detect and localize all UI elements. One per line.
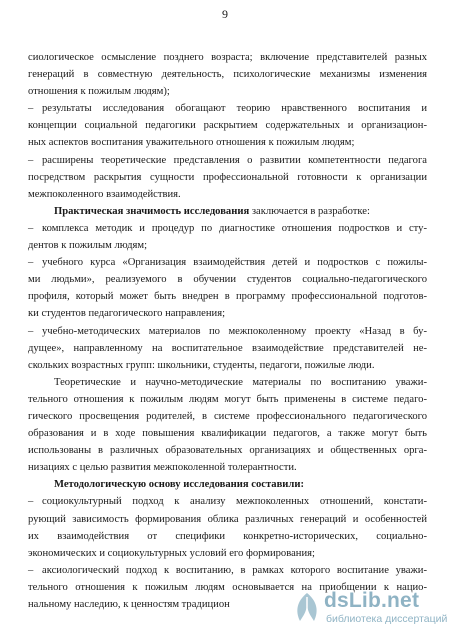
list-dash: – [28,496,34,508]
line-text: нальному наследию, к ценностям традицион [28,599,230,610]
text-line [28,203,427,220]
text-line [28,66,427,83]
document-body [28,49,427,613]
text-line [28,169,427,186]
line-text: учебного курса «Организация взаимодействия детей и подростков с пожилы- [42,257,427,269]
list-dash: – [28,257,34,269]
line-text: ных аспектов воспитания уважительного отношения к пожилым людям; [28,137,355,149]
text-line [28,134,427,151]
line-text: ми людьми», реализуемого в обучении студентов социально-педагогического [28,274,427,286]
line-text: дентов к пожилым людям; [28,240,148,252]
text-line [28,391,427,408]
watermark-title[interactable]: dsLib.net [324,589,420,612]
text-line [28,271,427,288]
line-text: учебно-методических материалов по межпоколенному проекту «Назад в бу- [42,325,427,337]
dslib-logo-icon [292,591,322,625]
section-heading: Практическая значимость исследования [54,205,250,217]
line-text: тельного отношения к пожилым людям основывается на приобщении к нацио- [28,581,427,593]
text-line [28,545,427,562]
line-text: использованы в различных образовательных организациях и общественных орга- [28,445,427,457]
text-line [28,117,427,134]
line-text: дущее», направленному на воспитательное взаимодействие представителей не- [28,342,427,354]
line-text: рующий зависимость формирования облика различных генераций и особенностей [28,513,427,525]
text-line [28,237,427,254]
line-text: генераций в совместную деятельность, психологические механизмы изменения [28,69,427,81]
line-text: комплекса методик и процедур по диагностике отношения подростков и сту- [42,222,427,234]
text-line [28,100,427,117]
line-text: экономических и социокультурных условий его формирования; [28,547,315,559]
text-line [28,374,427,391]
line-text: тельного отношения к пожилым людям могут быть применены в системе педаго- [28,393,427,405]
line-text: образования и в ходе повышения квалификации педагогов, а также могут быть [28,428,427,440]
line-text: концепции социальной педагогики раскрытием содержательных и организацион- [28,120,427,132]
line-text: заключается в разработке: [249,205,370,217]
text-line [28,152,427,169]
list-dash: – [28,103,34,115]
line-text: аксиологический подход к воспитанию, в рамках которого воспитание уважи- [42,564,427,576]
text-line [28,425,427,442]
line-text: межпоколенного взаимодействия. [28,188,181,200]
list-dash: – [28,222,34,234]
line-text: результаты исследования обогащают теорию нравственного воспитания и [42,103,427,115]
line-text: низациях с целью развития межпоколенной толерантности. [28,462,297,474]
watermark [292,589,448,629]
text-line [28,511,427,528]
list-dash: – [28,325,34,337]
line-text: их взаимодействия от специфики конкретно-исторических, социально- [28,530,427,542]
text-line [28,442,427,459]
text-line [28,476,427,493]
text-line [28,305,427,322]
text-line [28,459,427,476]
text-line [28,357,427,374]
list-dash: – [28,564,34,576]
line-text: посредством раскрытия сущности профессиональной готовности к организации [28,171,427,183]
line-text: расширены теоретические представления о развитии компетентности педагога [42,154,427,166]
line-text: отношения к пожилым людям); [28,86,170,98]
text-line [28,528,427,545]
section-heading: Методологическую основу исследования составили: [54,479,304,491]
line-text: сиологическое осмысление позднего возраста; включение представителей разных [28,52,427,63]
line-text: ки студентов педагогического направления; [28,308,226,320]
page-number: 9 [222,7,228,21]
line-text: гического просвещения родителей, в системе профессионального педагогического [28,410,427,422]
text-line [28,288,427,305]
text-line [28,49,427,66]
line-text: профиля, который может быть внедрен в программу профессиональной подготов- [28,291,427,303]
text-line [28,562,427,579]
line-text: скольких возрастных групп: школьники, студенты, педагоги, пожилые люди. [28,359,375,371]
text-line [28,323,427,340]
text-line [28,493,427,510]
text-line [28,186,427,203]
text-line [28,254,427,271]
text-line [28,340,427,357]
text-line [28,220,427,237]
watermark-subtitle: библиотека диссертаций [326,613,448,625]
line-text: социокультурный подход к анализу межпоколенных отношений, констати- [42,496,427,508]
list-dash: – [28,154,34,166]
text-line [28,83,427,100]
text-line [28,408,427,425]
line-text: Теоретические и научно-методические материалы по воспитанию уважи- [54,376,427,388]
